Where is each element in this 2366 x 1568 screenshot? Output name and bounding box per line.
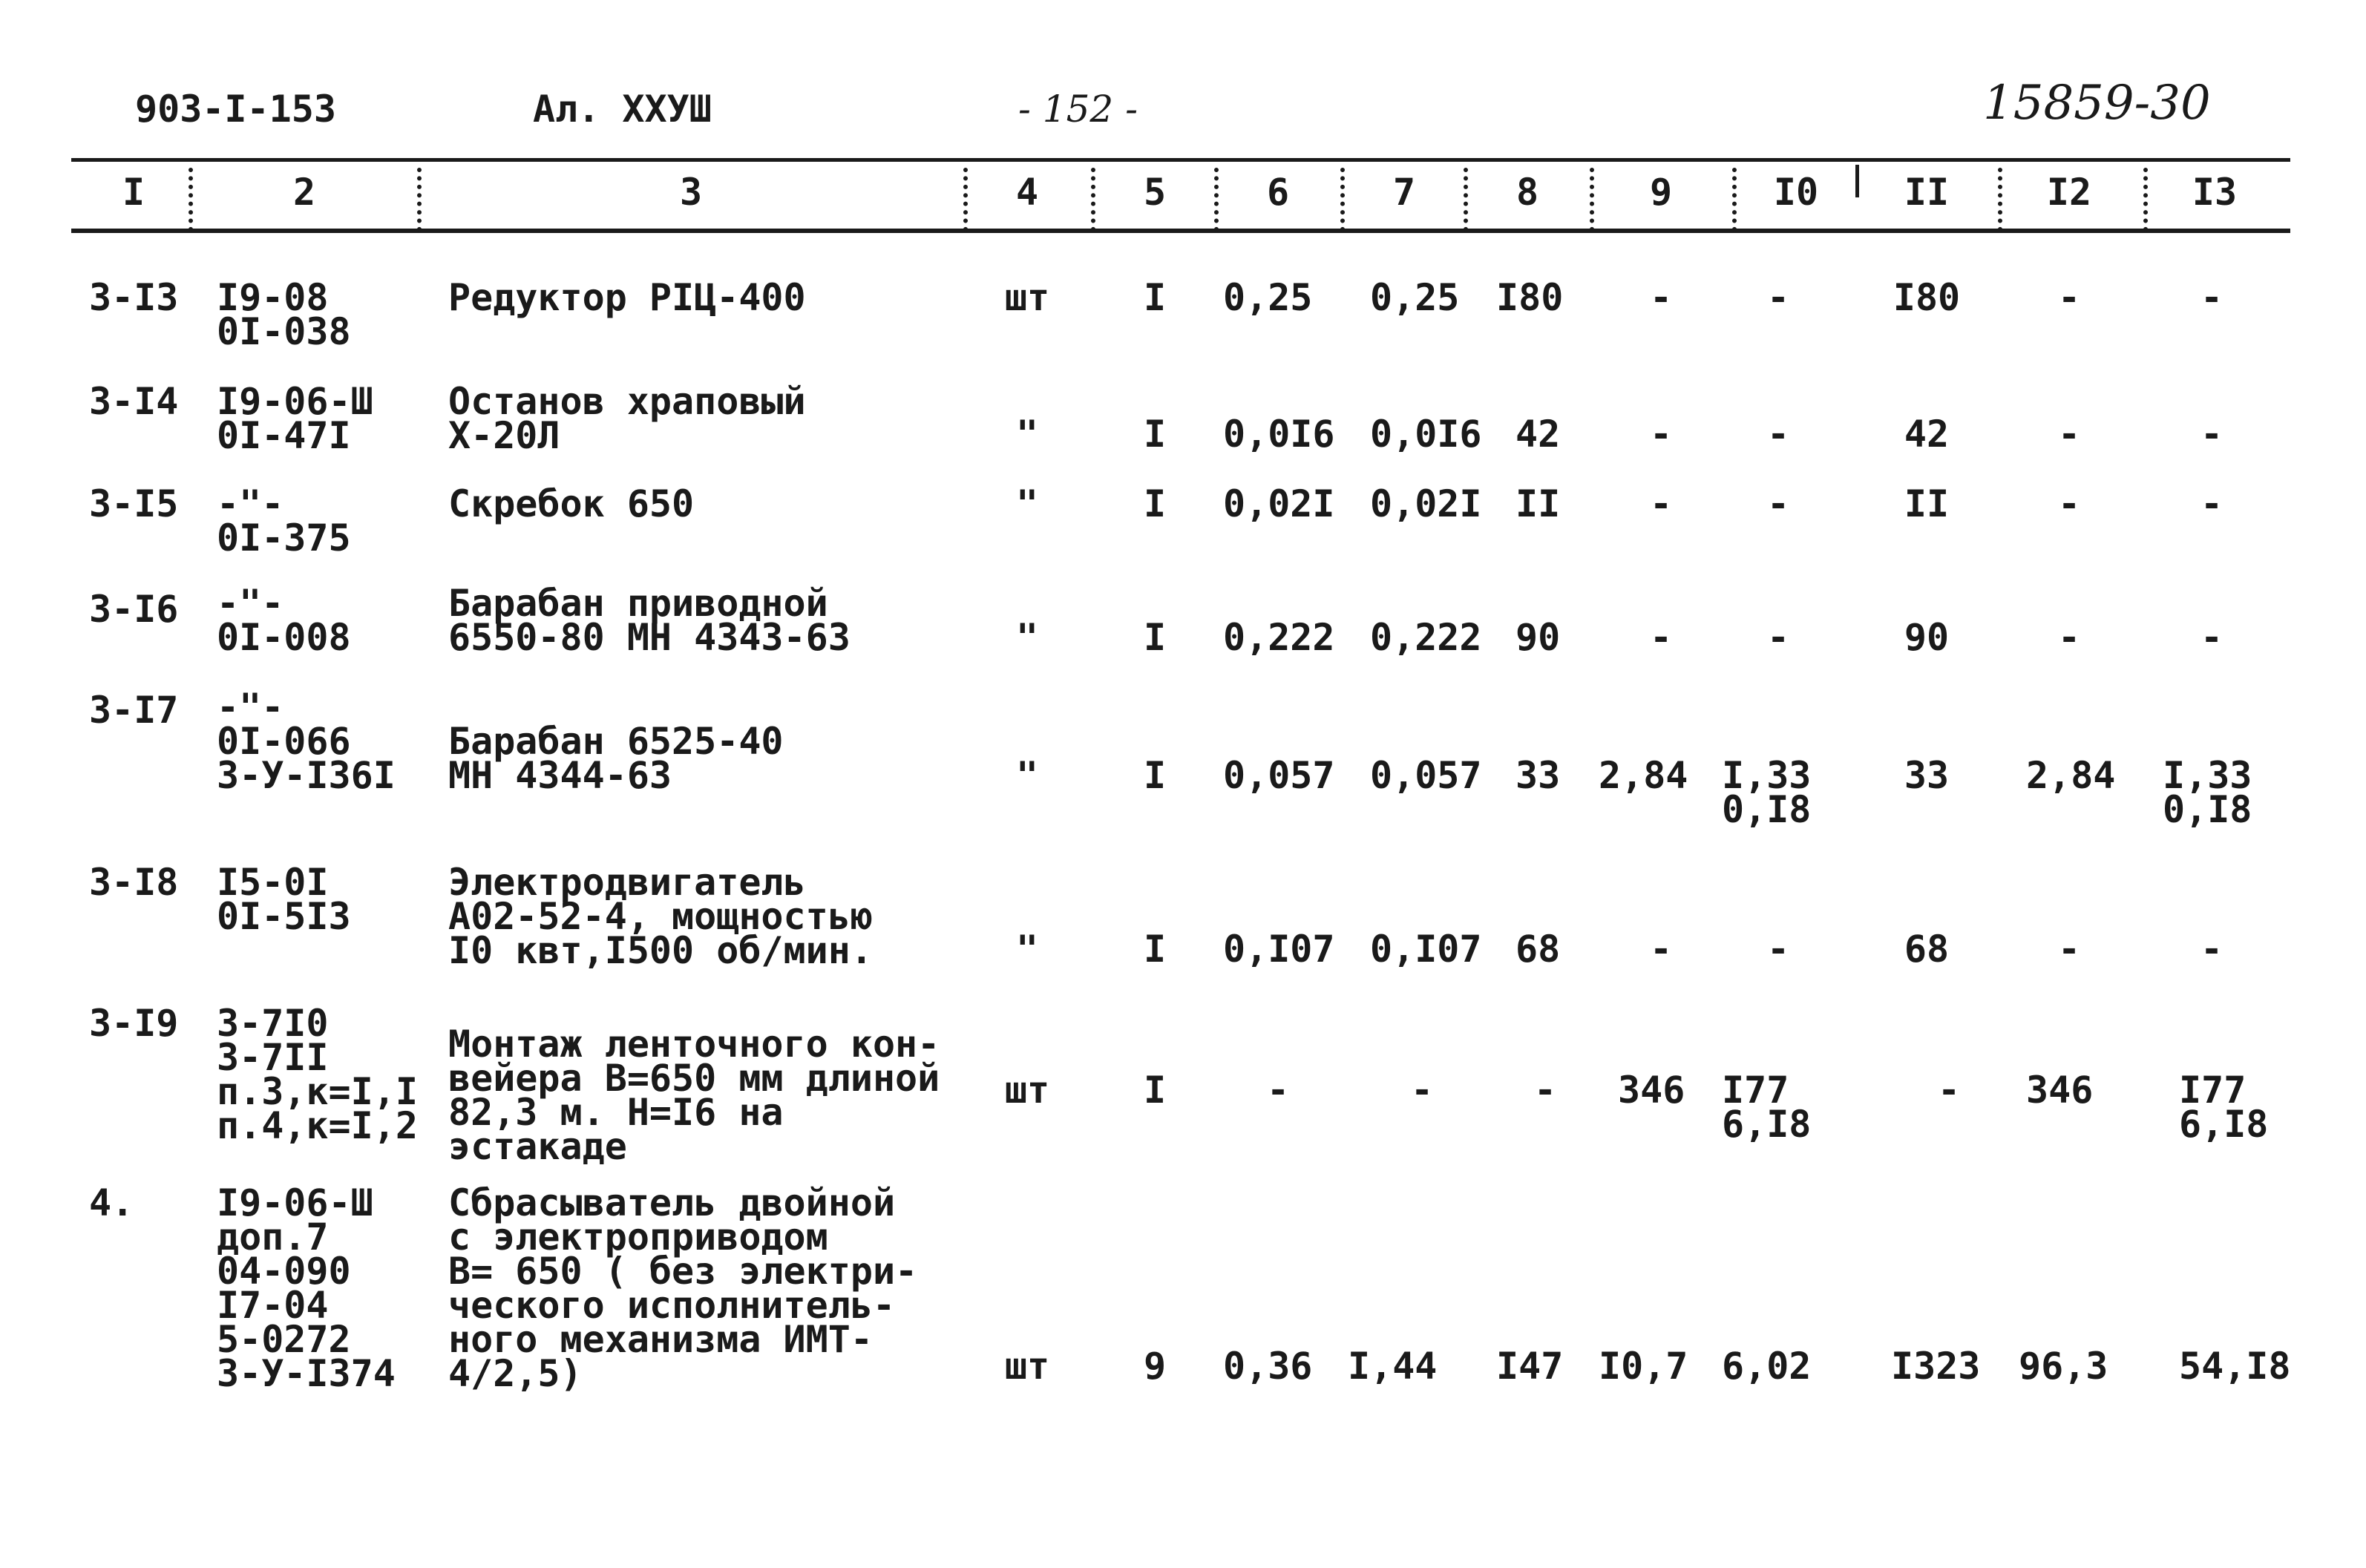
row-unit: " — [1015, 928, 1039, 971]
column-header: 5 — [1143, 171, 1167, 214]
row-col12: - — [2057, 276, 2081, 319]
row-name: Скребок 650 — [448, 482, 695, 525]
row-qty: I — [1143, 616, 1167, 659]
row-qty: 9 — [1143, 1345, 1167, 1388]
row-number: 3-I8 — [89, 861, 179, 904]
row-col10: I77 6,I8 — [1722, 1069, 1812, 1146]
column-header: I2 — [2046, 171, 2092, 214]
row-col9: - — [1649, 276, 1673, 319]
column-header: 9 — [1649, 171, 1673, 214]
row-col11: II — [1904, 482, 1950, 525]
row-col10: - — [1766, 276, 1790, 319]
row-col8: 33 — [1515, 754, 1561, 797]
row-col11: I80 — [1893, 276, 1961, 319]
project-number: 903-I-153 — [135, 88, 336, 131]
row-qty: I — [1143, 276, 1167, 319]
album-label: Ал. ХХУШ — [533, 88, 712, 131]
row-col11: 33 — [1904, 754, 1950, 797]
row-number: 3-I7 — [89, 689, 179, 732]
row-unit: " — [1015, 413, 1039, 456]
row-name: Электродвигатель А02-52-4, мощностью I0 квт,I500 об/мин. — [448, 861, 873, 972]
row-code: I9-08 0I-038 — [217, 276, 351, 353]
row-code: I5-0I 0I-5I3 — [217, 861, 351, 938]
row-qty: I — [1143, 482, 1167, 525]
row-unit: " — [1015, 616, 1039, 659]
row-code: -"- 0I-066 3-У-I36I — [217, 686, 396, 797]
row-col12: - — [2057, 928, 2081, 971]
row-col10: I,33 0,I8 — [1722, 754, 1812, 831]
row-col12: 346 — [2026, 1069, 2094, 1112]
row-unit: шт — [1004, 1345, 1050, 1388]
row-mass-total: 0,I07 — [1370, 928, 1482, 971]
row-col9: 2,84 — [1599, 754, 1688, 797]
row-mass-unit: 0,222 — [1223, 616, 1335, 659]
row-name: Монтаж ленточного кон- вейера В=650 мм длиной 82,3 м. Н=I6 на эстакаде — [448, 1023, 940, 1168]
column-header: 4 — [1015, 171, 1039, 214]
column-header: 7 — [1392, 171, 1416, 214]
row-mass-unit: 0,25 — [1223, 276, 1313, 319]
row-mass-total: - — [1410, 1069, 1434, 1112]
column-separator-solid — [1855, 165, 1859, 197]
row-unit: шт — [1004, 276, 1050, 319]
row-col13: - — [2200, 928, 2224, 971]
row-number: 4. — [89, 1181, 134, 1224]
row-col9: I0,7 — [1599, 1345, 1688, 1388]
column-header: 2 — [292, 171, 316, 214]
table-top-rule — [71, 158, 2290, 162]
row-mass-unit: 0,I07 — [1223, 928, 1335, 971]
row-col13: 54,I8 — [2179, 1345, 2291, 1388]
row-mass-unit: 0,057 — [1223, 754, 1335, 797]
column-header: 8 — [1515, 171, 1539, 214]
row-col12: - — [2057, 482, 2081, 525]
row-col9: - — [1649, 482, 1673, 525]
row-mass-total: 0,057 — [1370, 754, 1482, 797]
row-col13: I,33 0,I8 — [2163, 754, 2252, 831]
row-col8: 42 — [1515, 413, 1561, 456]
row-number: 3-I4 — [89, 380, 179, 423]
row-col13: I77 6,I8 — [2179, 1069, 2269, 1146]
column-header: I3 — [2192, 171, 2238, 214]
row-code: 3-7I0 3-7II п.3,к=I,I п.4,к=I,2 — [217, 1002, 418, 1147]
row-col13: - — [2200, 276, 2224, 319]
row-code: I9-06-Ш доп.7 04-090 I7-04 5-0272 3-У-I374 — [217, 1181, 396, 1395]
row-name: Барабан 6525-40 МН 4344-63 — [448, 720, 784, 797]
row-col10: - — [1766, 413, 1790, 456]
column-header: 3 — [679, 171, 703, 214]
column-header: 6 — [1266, 171, 1290, 214]
row-mass-total: 0,222 — [1370, 616, 1482, 659]
row-col12: - — [2057, 616, 2081, 659]
row-qty: I — [1143, 754, 1167, 797]
row-col8: 90 — [1515, 616, 1561, 659]
row-col11: - — [1937, 1069, 1961, 1112]
row-number: 3-I3 — [89, 276, 179, 319]
row-col10: - — [1766, 482, 1790, 525]
document-number: 15859-30 — [1983, 76, 2211, 131]
row-mass-unit: - — [1266, 1069, 1290, 1112]
row-col10: - — [1766, 928, 1790, 971]
row-unit: " — [1015, 482, 1039, 525]
row-name: Останов храповый Х-20Л — [448, 380, 806, 457]
row-col13: - — [2200, 616, 2224, 659]
row-col11: I323 — [1891, 1345, 1981, 1388]
page-number: - 152 - — [1018, 88, 1138, 131]
row-col10: - — [1766, 616, 1790, 659]
row-number: 3-I9 — [89, 1002, 179, 1045]
row-name: Редуктор РIЦ-400 — [448, 276, 806, 319]
row-col8: 68 — [1515, 928, 1561, 971]
row-col12: - — [2057, 413, 2081, 456]
column-header: II — [1904, 171, 1950, 214]
row-mass-total: I,44 — [1348, 1345, 1438, 1388]
row-unit: шт — [1004, 1069, 1050, 1112]
row-name: Барабан приводной 6550-80 МН 4343-63 — [448, 582, 851, 659]
row-col8: II — [1515, 482, 1561, 525]
column-header: I — [122, 171, 145, 214]
row-col10: 6,02 — [1722, 1345, 1812, 1388]
row-col9: 346 — [1618, 1069, 1685, 1112]
row-col11: 42 — [1904, 413, 1950, 456]
row-col12: 96,3 — [2019, 1345, 2108, 1388]
column-header: I0 — [1773, 171, 1819, 214]
row-col8: I47 — [1496, 1345, 1564, 1388]
row-mass-total: 0,02I — [1370, 482, 1482, 525]
row-mass-total: 0,25 — [1370, 276, 1460, 319]
row-col12: 2,84 — [2026, 754, 2116, 797]
row-number: 3-I5 — [89, 482, 179, 525]
row-col13: - — [2200, 482, 2224, 525]
row-qty: I — [1143, 413, 1167, 456]
row-number: 3-I6 — [89, 588, 179, 631]
row-mass-unit: 0,0I6 — [1223, 413, 1335, 456]
row-col9: - — [1649, 616, 1673, 659]
row-code: I9-06-Ш 0I-47I — [217, 380, 373, 457]
row-col8: I80 — [1496, 276, 1564, 319]
row-col9: - — [1649, 413, 1673, 456]
row-unit: " — [1015, 754, 1039, 797]
row-mass-unit: 0,36 — [1223, 1345, 1313, 1388]
table-header-rule — [71, 229, 2290, 233]
row-mass-total: 0,0I6 — [1370, 413, 1482, 456]
row-col8: - — [1533, 1069, 1557, 1112]
row-col13: - — [2200, 413, 2224, 456]
row-mass-unit: 0,02I — [1223, 482, 1335, 525]
row-col9: - — [1649, 928, 1673, 971]
row-qty: I — [1143, 1069, 1167, 1112]
row-code: -"- 0I-375 — [217, 482, 351, 560]
row-col11: 90 — [1904, 616, 1950, 659]
row-col11: 68 — [1904, 928, 1950, 971]
row-qty: I — [1143, 928, 1167, 971]
row-name: Сбрасыватель двойной с электроприводом В= 650 ( без электри- ческого исполнитель- ного механизма ИМТ- 4/2,5) — [448, 1181, 918, 1395]
row-code: -"- 0I-008 — [217, 582, 351, 659]
